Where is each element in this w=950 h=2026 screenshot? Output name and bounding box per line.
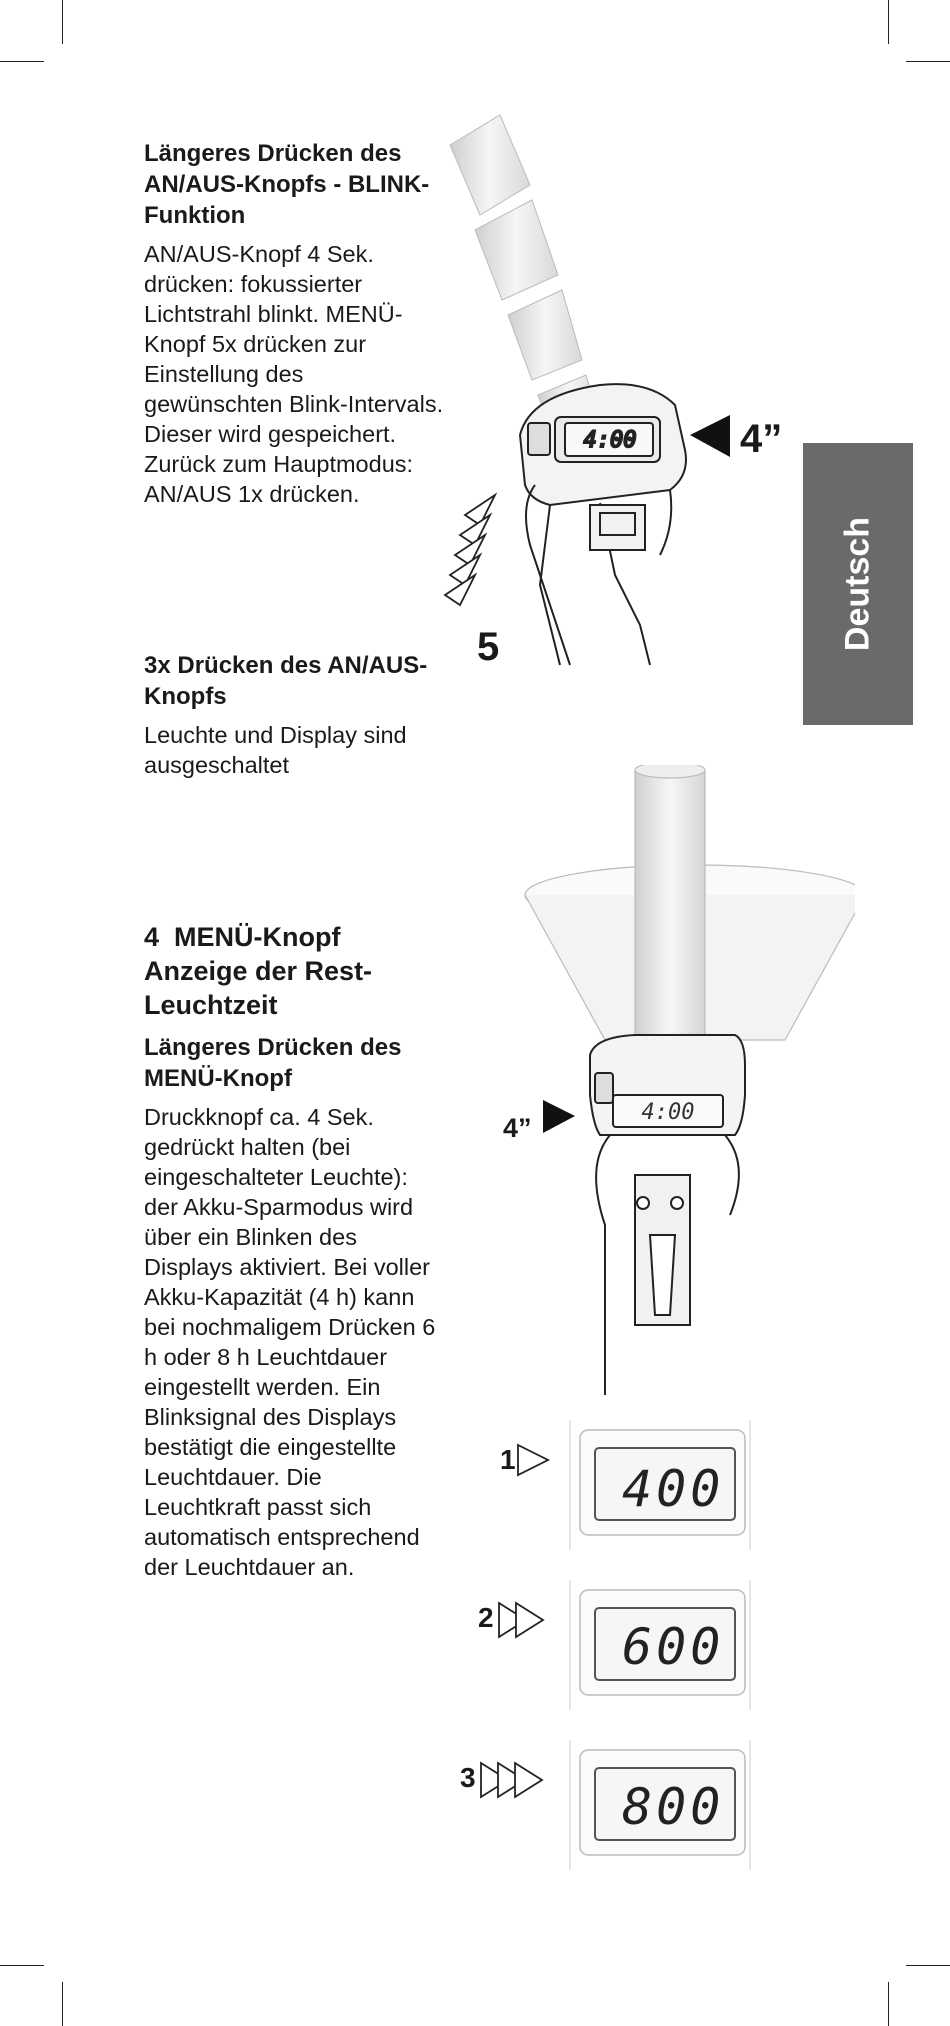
- language-tab: [803, 443, 913, 725]
- section-body: AN/AUS-Knopf 4 Sek. drücken: fokussierter Lichtstrahl blinkt. MENÜ-Knopf 5x drücken zur Einstellung des gewünschten Blink-Intervals. Dieser wird gespeichert. Zurück zum Hauptmodus: AN/AUS 1x drücken.: [144, 241, 444, 507]
- crop-mark: [0, 1965, 44, 1966]
- play-arrow-icon: [515, 1442, 555, 1478]
- step-number: 2: [478, 1602, 494, 1633]
- crop-mark: [888, 0, 889, 44]
- section-heading: Längeres Drücken des AN/AUS-Knopfs - BLINK-Funktion: [144, 140, 430, 229]
- display-step-3: [460, 1730, 760, 1880]
- section-body: Druckknopf ca. 4 Sek. gedrückt halten (bei eingeschalteter Leuchte): der Akku-Sparmodus wird über ein Blinken des Displays aktiviert. Bei voller Akku-Kapazität (4 h) kann bei nochmaligem Drücken 6 h oder 8 h Leuchtdauer eingestellt werden. Ein Blinksignal des Displays bestätigt die eingestellte Leuchtdauer. Die Leuchtkraft passt sich automatisch entsprechend der Leuchtdauer an.: [144, 1104, 436, 1580]
- crop-mark: [62, 0, 63, 44]
- double-arrow-icon: [496, 1600, 556, 1640]
- crop-mark: [906, 61, 950, 62]
- lamp-head-front: [590, 1035, 745, 1395]
- display-step-2: [460, 1570, 760, 1720]
- triple-arrow-icon: [478, 1760, 558, 1800]
- crop-mark: [0, 61, 44, 62]
- display-step-1: [460, 1410, 760, 1560]
- section-body: Leuchte und Display sind ausgeschaltet: [144, 722, 407, 778]
- language-tab-label: Deutsch: [838, 516, 877, 652]
- figure-blink-illustration: [440, 105, 800, 685]
- lcd-display-value: 600: [622, 1618, 725, 1676]
- hold-duration-label: 4”: [740, 417, 783, 461]
- hold-arrow-icon: [543, 1100, 575, 1133]
- figure-menu-illustration: [495, 765, 855, 1395]
- crop-mark: [62, 1982, 63, 2026]
- svg-text:4:00: 4:00: [641, 1100, 695, 1125]
- section-heading: 3x Drücken des AN/AUS-Knopfs: [144, 652, 428, 710]
- section-blink-function: [144, 138, 444, 509]
- svg-text:4:00: 4:00: [583, 428, 637, 453]
- lamp-head: [520, 384, 686, 665]
- section-heading: Längeres Drücken des MENÜ-Knopf: [144, 1034, 402, 1092]
- step-number: 3: [460, 1762, 476, 1793]
- section-title: 4 MENÜ-Knopf Anzeige der Rest-Leuchtzeit: [144, 922, 373, 1020]
- crop-mark: [906, 1965, 950, 1966]
- press-count-label: 5: [477, 625, 500, 669]
- hold-arrow-icon: [690, 415, 730, 457]
- lcd-display-value: 400: [622, 1460, 725, 1518]
- lcd-display-value: 800: [622, 1778, 725, 1836]
- step-number: 1: [500, 1444, 516, 1475]
- section-off: [144, 650, 444, 780]
- press-arrows: [445, 495, 495, 605]
- flood-beam: [525, 765, 855, 1055]
- section-menu-button: [144, 920, 444, 1582]
- hold-duration-label: 4”: [503, 1113, 532, 1143]
- crop-mark: [888, 1982, 889, 2026]
